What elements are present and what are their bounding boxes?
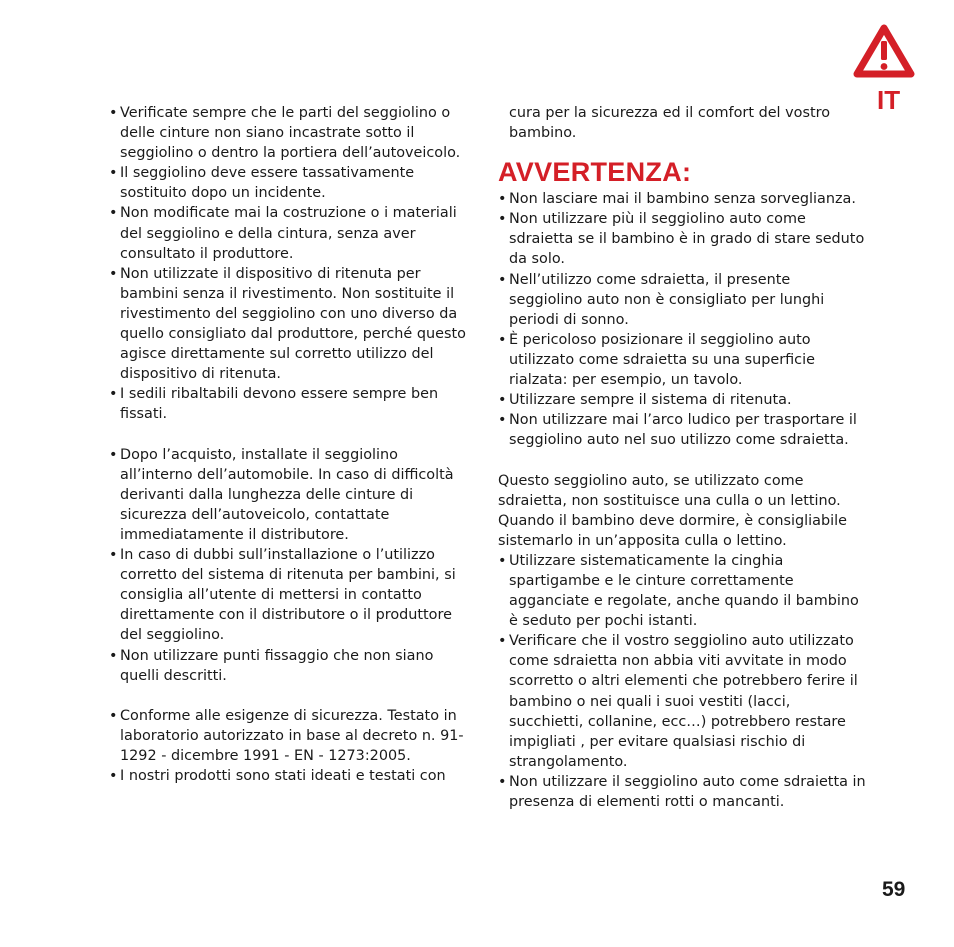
continuation-text: cura per la sicurezza ed il comfort del vostro bambino. bbox=[509, 105, 830, 142]
warning-item: • Utilizzare sempre il sistema di ritenuta. bbox=[498, 390, 868, 410]
list-item: • I nostri prodotti sono stati ideati e testati con bbox=[109, 766, 469, 786]
list-item: • Il seggiolino deve essere tassativamente sostituito dopo un incidente. bbox=[109, 163, 469, 203]
page-number: 59 bbox=[882, 878, 906, 901]
list-item: • Verificare che il vostro seggiolino auto utilizzato come sdraietta non abbia viti avvitate in modo scorretto o altri elementi che potrebbero ferire il bambino o nei quali i suoi vestiti (lacci, succhietti, collanine, ecc…) potrebbero restare impigliati , per evitare qualsiasi rischio di strangolamento. bbox=[498, 631, 868, 772]
right-column bbox=[498, 103, 868, 812]
list-item: • Dopo l’acquisto, installate il seggiolino all’interno dell’automobile. In caso di difficoltà derivanti dalla lunghezza delle cinture di sicurezza dell’autoveicolo, contattate immediatamente il distributore. bbox=[109, 445, 469, 545]
warning-item: • Non lasciare mai il bambino senza sorveglianza. bbox=[498, 189, 868, 209]
left-column bbox=[109, 103, 469, 786]
cradle-paragraph: Questo seggiolino auto, se utilizzato come sdraietta, non sostituisce una culla o un lettino. Quando il bambino deve dormire, è consigliabile sistemarlo in un’apposita culla o lettino. bbox=[498, 472, 847, 549]
list-item: • I sedili ribaltabili devono essere sempre ben fissati. bbox=[109, 384, 469, 424]
language-code: IT bbox=[877, 85, 901, 115]
list-item: • Non utilizzare punti fissaggio che non siano quelli descritti. bbox=[109, 646, 469, 686]
warning-item: • Nell’utilizzo come sdraietta, il presente seggiolino auto non è consigliato per lunghi periodi di sonno. bbox=[498, 270, 868, 330]
warning-triangle-icon bbox=[852, 22, 916, 82]
list-item: • Non modificate mai la costruzione o i materiali del seggiolino e della cintura, senza aver consultato il produttore. bbox=[109, 203, 469, 263]
list-item: • Conforme alle esigenze di sicurezza. Testato in laboratorio autorizzato in base al decreto n. 91-1292 - dicembre 1991 - EN - 1273:2005. bbox=[109, 706, 469, 766]
list-item: • In caso di dubbi sull’installazione o l’utilizzo corretto del sistema di ritenuta per bambini, si consiglia all’utente di mettersi in contatto direttamente con il distributore o il produttore del seggiolino. bbox=[109, 545, 469, 645]
list-item: • Utilizzare sistematicamente la cinghia spartigambe e le cinture correttamente agganciate e regolate, anche quando il bambino è seduto per pochi istanti. bbox=[498, 551, 868, 631]
warning-item: • Non utilizzare mai l’arco ludico per trasportare il seggiolino auto nel suo utilizzo come sdraietta. bbox=[498, 410, 868, 450]
list-item: • Non utilizzare il seggiolino auto come sdraietta in presenza di elementi rotti o mancanti. bbox=[498, 772, 868, 812]
warning-item: • È pericoloso posizionare il seggiolino auto utilizzato come sdraietta su una superficie rialzata: per esempio, un tavolo. bbox=[498, 330, 868, 390]
list-item: • Verificate sempre che le parti del seggiolino o delle cinture non siano incastrate sotto il seggiolino o dentro la portiera dell’autoveicolo. bbox=[109, 103, 469, 163]
warning-item: • Non utilizzare più il seggiolino auto come sdraietta se il bambino è in grado di stare seduto da solo. bbox=[498, 209, 868, 269]
list-item: • Non utilizzate il dispositivo di ritenuta per bambini senza il rivestimento. Non sostituite il rivestimento del seggiolino con uno diverso da quello consigliato dal produttore, perché questo agisce direttamente sul corretto utilizzo del dispositivo di ritenuta. bbox=[109, 264, 469, 385]
warning-heading: AVVERTENZA: bbox=[498, 157, 692, 188]
